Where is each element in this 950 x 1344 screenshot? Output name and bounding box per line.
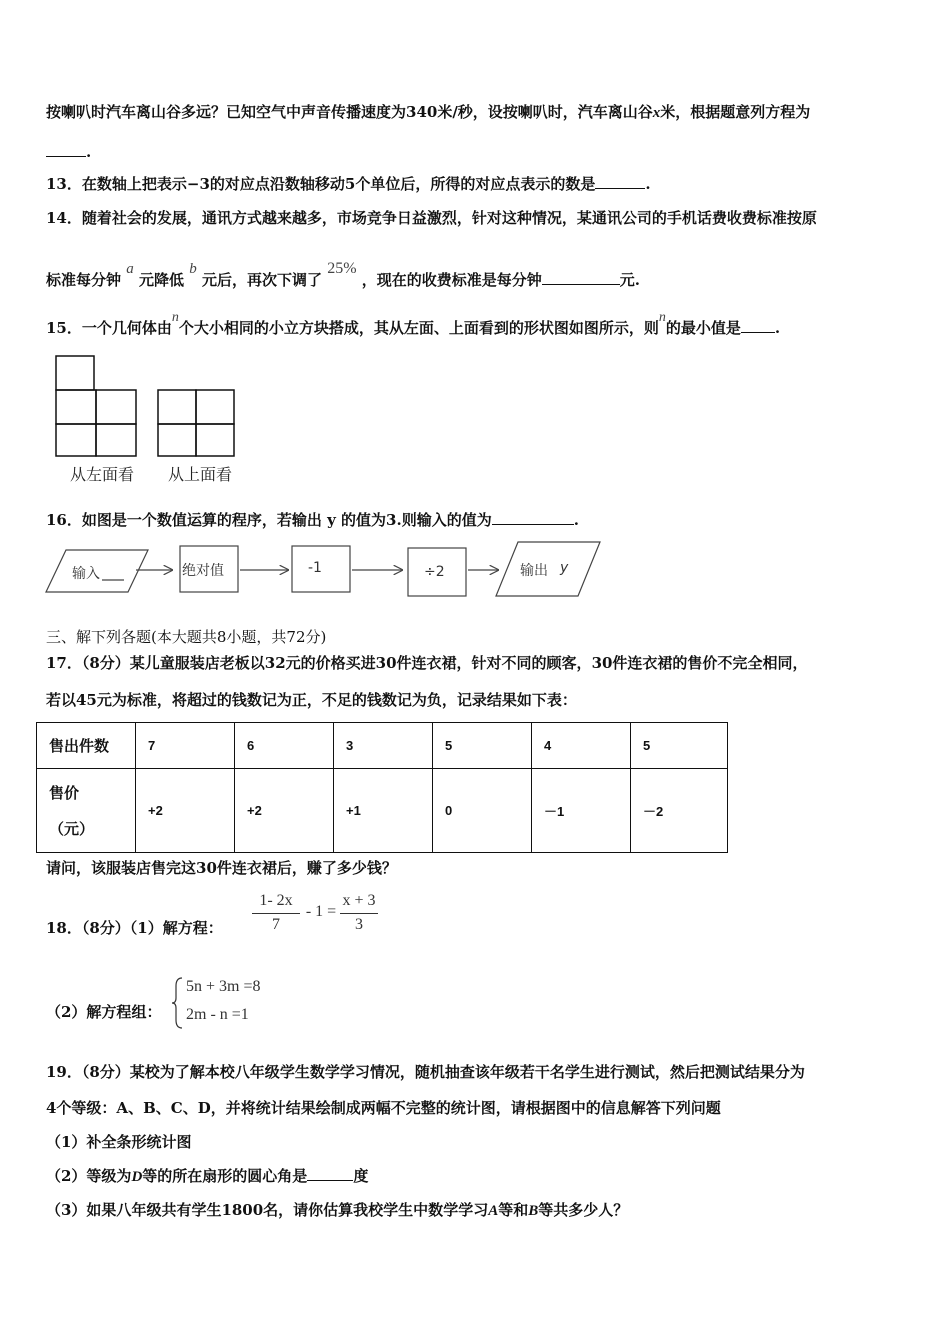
q14-line2 bbox=[46, 260, 641, 291]
table-cell: 7 bbox=[136, 723, 235, 769]
q14-part-2: 元降低 bbox=[138, 271, 184, 289]
left-view-cell bbox=[56, 390, 96, 424]
frac-bar bbox=[340, 913, 378, 914]
q14-end: 元. bbox=[619, 271, 641, 289]
percent-25: 25% bbox=[327, 260, 357, 277]
var-D: D bbox=[131, 1169, 143, 1185]
flow-abs-label: 绝对值 bbox=[182, 563, 224, 579]
frac-right-numerator: x + 3 bbox=[342, 892, 376, 909]
left-view-cell bbox=[96, 390, 136, 424]
answer-blank[interactable] bbox=[741, 318, 775, 333]
q19-sub3 bbox=[46, 1200, 628, 1221]
table-cell: +2 bbox=[235, 769, 334, 853]
q19-line2: 4个等级：A、B、C、D，并将统计结果绘制成两幅不完整的统计图，请根据图中的信息解答下列问题 bbox=[46, 1099, 721, 1117]
flow-minus-label: -1 bbox=[308, 560, 322, 576]
var-n: n bbox=[658, 310, 666, 325]
flow-divide-label: ÷2 bbox=[424, 564, 445, 580]
q14-part-4: ，现在的收费标准是每分钟 bbox=[361, 271, 542, 289]
q12-text-b: 米，根据题意列方程为 bbox=[660, 103, 811, 121]
table-row bbox=[37, 769, 728, 853]
q19-sub2 bbox=[46, 1166, 368, 1187]
var-n: n bbox=[171, 310, 179, 325]
q14-text-1: 14．随着社会的发展，通讯方式越来越多，市场竞争日益激烈，针对这种情况，某通讯公司的手机话费收费标准按原 bbox=[46, 209, 817, 227]
q15-views-figure bbox=[50, 352, 250, 462]
system-eq-2: 2m - n =1 bbox=[186, 1006, 249, 1023]
left-view-cell bbox=[96, 424, 136, 456]
table-row bbox=[37, 723, 728, 769]
q12-answer-line bbox=[46, 142, 91, 162]
table-cell: 6 bbox=[235, 723, 334, 769]
top-view-cell bbox=[158, 390, 196, 424]
table-cell: 5 bbox=[433, 723, 532, 769]
q15-end: . bbox=[774, 319, 781, 337]
flow-input-label: 输入 bbox=[72, 566, 100, 582]
q19-sub3-c: 等共多少人？ bbox=[538, 1201, 629, 1219]
top-view-cell bbox=[196, 390, 234, 424]
q19-sub3-b: 等和 bbox=[498, 1201, 529, 1219]
q19-sub2-end: 度 bbox=[353, 1167, 369, 1185]
output-parallelogram bbox=[496, 542, 600, 596]
q17-question: 请问，该服装店售完这30件连衣裙后，赚了多少钱？ bbox=[46, 859, 397, 877]
q16-end: . bbox=[573, 511, 579, 529]
unit-label: （元） bbox=[49, 819, 95, 838]
flow-output-label: 输出 bbox=[520, 563, 548, 579]
answer-blank[interactable] bbox=[595, 174, 645, 189]
q14-part-1: 标准每分钟 bbox=[46, 271, 122, 289]
q12-text-a: 按喇叭时汽车离山谷多远？已知空气中声音传播速度为340米/秒，设按喇叭时，汽车离山谷 bbox=[46, 103, 653, 121]
frac-bar bbox=[252, 913, 300, 914]
q17-text-2: 若以45元为标准，将超过的钱数记为正，不足的钱数记为负，记录结果如下表： bbox=[46, 691, 577, 709]
system-eq-1: 5n + 3m =8 bbox=[186, 978, 261, 995]
q17-line2 bbox=[46, 690, 577, 710]
q15-part-2: 个大小相同的小立方块搭成，其从左面、上面看到的形状图如图所示，则 bbox=[178, 319, 659, 337]
caption-left-view: 从左面看 bbox=[70, 465, 135, 484]
q13-text: 13．在数轴上把表示−3的对应点沿数轴移动5个单位后，所得的对应点表示的数是 bbox=[46, 175, 596, 193]
answer-blank[interactable] bbox=[46, 142, 86, 157]
table-cell: 4 bbox=[532, 723, 631, 769]
price-label: 售价 bbox=[49, 783, 80, 802]
q15-part-3: 的最小值是 bbox=[665, 319, 741, 337]
var-a: a bbox=[126, 261, 134, 277]
left-view-top-square bbox=[56, 356, 94, 390]
q19-sub2-a: （2）等级为 bbox=[46, 1167, 132, 1185]
q13-line bbox=[46, 174, 651, 194]
frac-left-denominator: 7 bbox=[272, 916, 280, 933]
caption-top-view: 从上面看 bbox=[168, 465, 233, 484]
q18-label-2: （2）解方程组： bbox=[46, 1003, 162, 1021]
q15-line bbox=[46, 310, 781, 340]
table-cell: 5 bbox=[631, 723, 728, 769]
table-cell: +1 bbox=[334, 769, 433, 853]
q16-text: 16．如图是一个数值运算的程序，若输出 y 的值为3.则输入的值为 bbox=[46, 511, 492, 529]
q14-part-3: 元后，再次下调了 bbox=[201, 271, 322, 289]
table-header-price bbox=[37, 769, 136, 853]
left-view-cell bbox=[56, 424, 96, 456]
q16-flowchart bbox=[40, 538, 610, 602]
eq-middle: - 1 = bbox=[305, 903, 337, 920]
sales-table bbox=[36, 722, 728, 853]
var-x: x bbox=[652, 105, 661, 121]
top-view-cell bbox=[158, 424, 196, 456]
answer-blank[interactable] bbox=[307, 1166, 353, 1181]
top-view-cell bbox=[196, 424, 234, 456]
q12-line bbox=[46, 102, 810, 123]
var-b: b bbox=[189, 261, 197, 277]
q19-line1: 19．（8分）某校为了解本校八年级学生数学学习情况，随机抽查该年级若干名学生进行测试，然后把测试结果分为 bbox=[46, 1063, 805, 1081]
table-cell: －2 bbox=[631, 769, 728, 853]
var-A: A bbox=[488, 1203, 499, 1219]
table-header-count: 售出件数 bbox=[37, 723, 136, 769]
q19-sub2-b: 等的所在扇形的圆心角是 bbox=[142, 1167, 308, 1185]
table-cell: +2 bbox=[136, 769, 235, 853]
answer-blank[interactable] bbox=[492, 510, 574, 525]
var-B: B bbox=[528, 1203, 539, 1219]
q15-part-1: 15．一个几何体由 bbox=[46, 319, 172, 337]
table-cell: 0 bbox=[433, 769, 532, 853]
table-cell: －1 bbox=[532, 769, 631, 853]
q19-sub3-a: （3）如果八年级共有学生1800名，请你估算我校学生中数学学习 bbox=[46, 1201, 489, 1219]
q16-line bbox=[46, 510, 579, 530]
table-cell: 3 bbox=[334, 723, 433, 769]
flow-output-var: y bbox=[560, 560, 569, 576]
section3-heading: 三、解下列各题(本大题共8小题，共72分) bbox=[46, 628, 327, 646]
q17-line1 bbox=[46, 653, 807, 673]
q13-end: . bbox=[645, 175, 651, 193]
q19-sub1: （1）补全条形统计图 bbox=[46, 1133, 192, 1151]
frac-left-numerator: 1- 2x bbox=[259, 892, 293, 909]
q12-end: . bbox=[86, 143, 92, 161]
q14-line1 bbox=[46, 208, 817, 228]
frac-right-denominator: 3 bbox=[355, 916, 363, 933]
answer-blank[interactable] bbox=[542, 270, 620, 285]
q18-label-1: 18．（8分）（1）解方程： bbox=[46, 919, 223, 937]
system-brace bbox=[170, 976, 184, 1030]
q17-text-1: 17．（8分）某儿童服装店老板以32元的价格买进30件连衣裙，针对不同的顾客，30件连衣裙的售价不完全相同， bbox=[46, 654, 808, 672]
